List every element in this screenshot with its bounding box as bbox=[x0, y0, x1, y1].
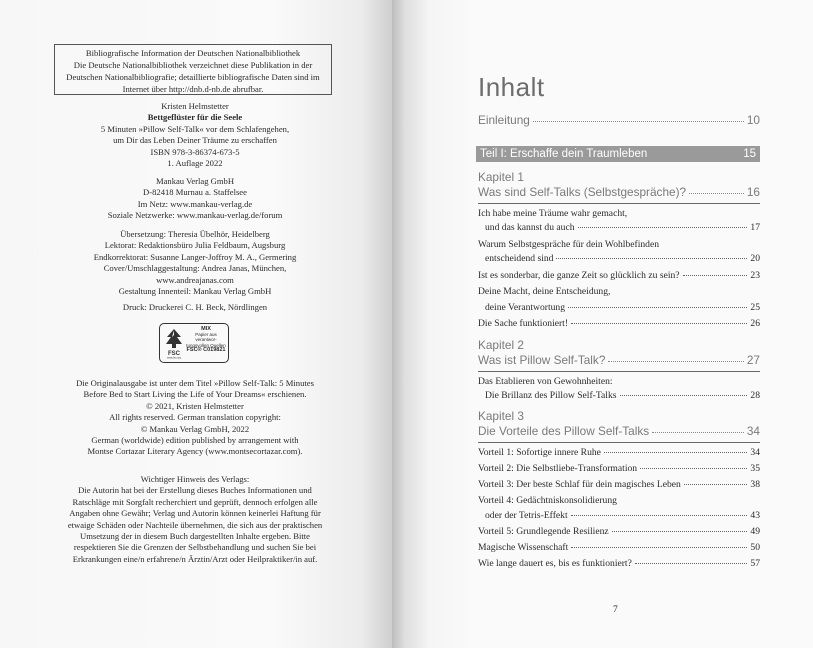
original-line: Montse Cortazar Literary Agency (www.montsecortazar.com). bbox=[87, 446, 303, 457]
publisher-line: Im Netz: www.mankau-verlag.de bbox=[137, 198, 253, 209]
toc-title: Vorteil 4: Gedächtniskonsolidierung bbox=[478, 495, 617, 506]
toc-entry bbox=[478, 542, 760, 553]
fsc-line: Papier aus verantwor- bbox=[195, 332, 217, 343]
chapter-rule bbox=[478, 442, 760, 443]
toc-entry bbox=[478, 463, 760, 474]
toc-page: 26 bbox=[750, 318, 760, 329]
toc-page: 17 bbox=[750, 222, 760, 233]
part-title: Teil I: Erschaffe dein Traumleben bbox=[480, 148, 648, 160]
toc-entry bbox=[478, 447, 760, 458]
toc-entry bbox=[478, 558, 760, 569]
credits-block bbox=[40, 229, 350, 297]
part-heading-bar bbox=[476, 146, 760, 162]
toc-entry bbox=[478, 239, 760, 250]
toc-page: 10 bbox=[746, 113, 760, 127]
toc-title: Ich habe meine Träume wahr gemacht, bbox=[478, 208, 628, 219]
toc-entry bbox=[478, 208, 760, 219]
toc-leader bbox=[635, 563, 748, 564]
notice-heading: Wichtiger Hinweis des Verlags: bbox=[140, 474, 250, 484]
fsc-text bbox=[186, 327, 226, 353]
toc-title: Die Sache funktioniert! bbox=[478, 318, 569, 329]
toc-leader bbox=[652, 432, 744, 433]
toc-entry bbox=[478, 222, 760, 233]
original-line: Die Originalausgabe ist unter dem Titel »Pillow Self-Talk: 5 Minutes bbox=[76, 378, 314, 388]
toc-entry bbox=[478, 495, 760, 506]
contents-heading: Inhalt bbox=[478, 72, 545, 102]
toc-title: Was sind Self-Talks (Selbstgespräche)? bbox=[478, 185, 687, 199]
page-number: 7 bbox=[613, 605, 618, 615]
imprint-page bbox=[0, 0, 392, 648]
original-line: © 2021, Kristen Helmstetter bbox=[146, 400, 244, 411]
toc-leader bbox=[612, 531, 748, 532]
toc-page: 25 bbox=[750, 302, 760, 313]
notice-line: etwaige Schäden oder Nachteile übernehmen, die sich aus der praktischen bbox=[67, 519, 323, 530]
toc-leader bbox=[683, 275, 748, 276]
fsc-line: tungsvollen Quellen bbox=[186, 342, 226, 348]
part-page: 15 bbox=[743, 148, 756, 160]
original-line: German (worldwide) edition published by arrangement with bbox=[91, 435, 299, 446]
toc-page: 27 bbox=[746, 353, 760, 367]
toc-title: Vorteil 1: Sofortige innere Ruhe bbox=[478, 447, 601, 458]
toc-page: 49 bbox=[750, 526, 760, 537]
original-line: © Mankau Verlag GmbH, 2022 bbox=[140, 423, 250, 434]
notice-line: Umsetzung der in diesem Buch dargestellten Inhalte ergeben. Bitte bbox=[80, 531, 310, 542]
svg-text:FSC: FSC bbox=[168, 351, 180, 357]
cip-line: Bibliografische Information der Deutschen Nationalbibliothek bbox=[85, 48, 301, 58]
toc-title: Wie lange dauert es, bis es funktioniert? bbox=[478, 558, 632, 569]
toc-entry bbox=[478, 253, 760, 264]
toc-page: 35 bbox=[750, 463, 760, 474]
toc-leader bbox=[684, 484, 748, 485]
chapter-rule bbox=[478, 371, 760, 372]
chapter-label: Kapitel 3 bbox=[478, 409, 524, 423]
notice-line: Ratschläge mit Sorgfalt recherchiert und geprüft, dennoch erfolgen alle bbox=[72, 496, 318, 507]
toc-leader bbox=[604, 452, 747, 453]
cip-line: Deutschen Nationalbibliografie; detaillierte bibliografische Daten sind im bbox=[66, 72, 320, 82]
publisher-block bbox=[40, 176, 350, 222]
toc-leader bbox=[620, 395, 748, 396]
toc-leader bbox=[571, 323, 747, 324]
toc-leader bbox=[571, 547, 747, 548]
toc-title: Was ist Pillow Self-Talk? bbox=[478, 353, 606, 367]
toc-entry bbox=[478, 510, 760, 521]
credit-line: Gestaltung Innenteil: Mankau Verlag GmbH bbox=[118, 286, 272, 297]
toc-leader bbox=[571, 515, 748, 516]
credit-line: Cover/Umschlaggestaltung: Andrea Janas, München, bbox=[103, 263, 287, 274]
toc-title: Deine Macht, deine Entscheidung, bbox=[478, 286, 611, 297]
credit-line: www.andreajanas.com bbox=[156, 274, 234, 285]
notice-line: respektieren Sie die Grenzen der Selbstbehandlung und suchen Sie bei bbox=[73, 542, 317, 553]
author: Kristen Helmstetter bbox=[161, 101, 229, 111]
edition: 1. Auflage 2022 bbox=[167, 158, 223, 169]
toc-page: 28 bbox=[750, 390, 760, 401]
book-info-block bbox=[40, 101, 350, 169]
cip-line: Internet über http://dnb.d-nb.de abrufbar. bbox=[122, 84, 264, 94]
original-line: All rights reserved. German translation copyright: bbox=[109, 412, 281, 423]
notice-line: Angaben ohne Gewähr; Verlag und Autorin können keinerlei Haftung für bbox=[69, 508, 321, 519]
toc-title: Vorteil 2: Die Selbstliebe-Transformation bbox=[478, 463, 638, 474]
subtitle-line: um Dir das Leben Deiner Träume zu erschaffen bbox=[113, 135, 277, 146]
toc-leader bbox=[578, 227, 748, 228]
toc-title: Vorteil 3: Der beste Schlaf für dein magisches Leben bbox=[478, 479, 681, 490]
book-title: Bettgeflüster für die Seele bbox=[147, 112, 243, 123]
toc-entry bbox=[478, 526, 760, 537]
cip-line: Die Deutsche Nationalbibliothek verzeichnet diese Publikation in der bbox=[73, 60, 313, 70]
toc-title: oder der Tetris-Effekt bbox=[485, 510, 568, 521]
toc-title: Das Etablieren von Gewohnheiten: bbox=[478, 376, 613, 387]
credit-line: Übersetzung: Theresia Übelhör, Heidelberg bbox=[120, 229, 270, 239]
credit-line: Endkorrektorat: Susanne Langer-Joffroy M. A., Germering bbox=[93, 251, 297, 262]
notice-line: Erkrankungen eine/n erfahrene/n Ärztin/Arzt oder Heilpraktiker/in auf. bbox=[72, 553, 318, 564]
chapter-label: Kapitel 2 bbox=[478, 338, 524, 352]
toc-title: Magische Wissenschaft bbox=[478, 542, 569, 553]
toc-page: 38 bbox=[750, 479, 760, 490]
toc-chapter bbox=[478, 424, 760, 438]
chapter-rule bbox=[478, 203, 760, 204]
fsc-tree-icon bbox=[163, 327, 185, 359]
toc-entry bbox=[478, 376, 760, 387]
credit-line: Lektorat: Redaktionsbüro Julia Feldbaum, Augsburg bbox=[104, 240, 286, 251]
svg-text:www.fsc.org: www.fsc.org bbox=[167, 356, 181, 359]
toc-title: und das kannst du auch bbox=[485, 222, 575, 233]
chapter-label: Kapitel 1 bbox=[478, 170, 524, 184]
toc-page: 50 bbox=[750, 542, 760, 553]
toc-entry bbox=[478, 479, 760, 490]
toc-title: entscheidend sind bbox=[485, 253, 554, 264]
fsc-code: FSC® C019821 bbox=[186, 346, 226, 353]
toc-entry bbox=[478, 390, 760, 401]
notice-line: Die Autorin hat bei der Erstellung dieses Buches Informationen und bbox=[78, 485, 312, 496]
toc-page: 57 bbox=[750, 558, 760, 569]
print-line: Druck: Druckerei C. H. Beck, Nördlingen bbox=[122, 302, 268, 312]
cip-notice-box bbox=[54, 44, 332, 95]
toc-leader bbox=[533, 121, 744, 122]
toc-leader bbox=[556, 258, 747, 259]
toc-title: Einleitung bbox=[478, 113, 530, 127]
publisher-notice-block bbox=[40, 474, 350, 565]
original-edition-block bbox=[40, 378, 350, 458]
toc-entry bbox=[478, 302, 760, 313]
toc-chapter bbox=[478, 353, 760, 367]
publisher-line: D-82418 Murnau a. Staffelsee bbox=[143, 187, 247, 198]
toc-leader bbox=[568, 307, 747, 308]
toc-page: 23 bbox=[750, 270, 760, 281]
fsc-label bbox=[159, 323, 229, 363]
toc-title: Ist es sonderbar, die ganze Zeit so glücklich zu sein? bbox=[478, 270, 680, 281]
toc-title: Vorteil 5: Grundlegende Resilienz bbox=[478, 526, 609, 537]
toc-title: Die Brillanz des Pillow Self-Talks bbox=[485, 390, 617, 401]
toc-page: 43 bbox=[750, 510, 760, 521]
toc-page: 34 bbox=[746, 424, 760, 438]
fsc-mix: MIX bbox=[201, 326, 211, 332]
toc-entry bbox=[478, 318, 760, 329]
publisher-line: Mankau Verlag GmbH bbox=[155, 176, 235, 186]
toc-title: deine Verantwortung bbox=[485, 302, 566, 313]
toc-chapter bbox=[478, 185, 760, 199]
subtitle-line: 5 Minuten »Pillow Self-Talk« vor dem Schlafengehen, bbox=[100, 123, 290, 134]
toc-page: 20 bbox=[750, 253, 760, 264]
toc-leader bbox=[689, 193, 744, 194]
toc-entry bbox=[478, 270, 760, 281]
toc-leader bbox=[640, 468, 747, 469]
toc-leader bbox=[608, 361, 743, 362]
toc-entry bbox=[478, 286, 760, 297]
toc-intro bbox=[478, 113, 760, 127]
isbn: ISBN 978-3-86374-673-5 bbox=[150, 146, 240, 157]
publisher-line: Soziale Netzwerke: www.mankau-verlag.de/forum bbox=[107, 210, 283, 221]
toc-page: 16 bbox=[746, 185, 760, 199]
toc-page: 34 bbox=[750, 447, 760, 458]
toc-title: Die Vorteile des Pillow Self-Talks bbox=[478, 424, 650, 438]
original-line: Before Bed to Start Living the Life of Your Dreams« erschienen. bbox=[83, 389, 307, 400]
toc-title: Warum Selbstgespräche für dein Wohlbefinden bbox=[478, 239, 660, 250]
